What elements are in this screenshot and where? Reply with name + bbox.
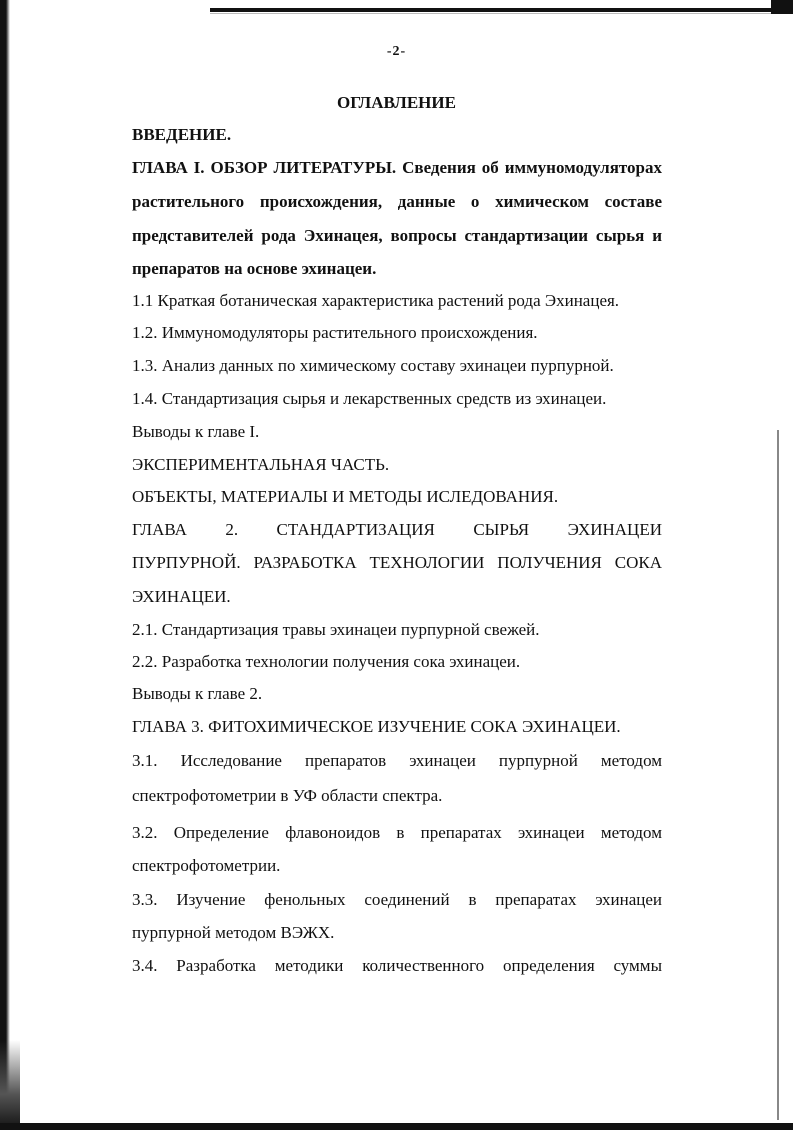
toc-line: 1.1 Краткая ботаническая характеристика растений рода Эхинацея. (132, 291, 620, 310)
toc-heading: ОГЛАВЛЕНИЕ (337, 93, 456, 112)
toc-line: ВВЕДЕНИЕ. (132, 125, 232, 144)
toc-line: спектрофотометрии. (132, 856, 281, 875)
scan-edge-left-fade (0, 1040, 20, 1130)
toc-line: растительного происхождения, данные о химическом составе (132, 192, 662, 211)
toc-line: 3.4. Разработка методики количественного определения суммы (132, 956, 662, 975)
toc-line: 3.3. Изучение фенольных соединений в препаратах эхинацеи (132, 890, 662, 909)
toc-line: ЭХИНАЦЕИ. (132, 587, 231, 606)
scan-edge-top-shadow (210, 13, 793, 14)
toc-line: ГЛАВА 3. ФИТОХИМИЧЕСКОЕ ИЗУЧЕНИЕ СОКА ЭХИНАЦЕИ. (132, 717, 621, 736)
scan-edge-right (777, 430, 779, 1120)
scan-edge-top (210, 8, 793, 12)
scan-edge-bottom (0, 1123, 793, 1130)
toc-line: 1.4. Стандартизация сырья и лекарственных средств из эхинацеи. (132, 389, 607, 408)
toc-line: ПУРПУРНОЙ. РАЗРАБОТКА ТЕХНОЛОГИИ ПОЛУЧЕНИЯ СОКА (132, 553, 662, 572)
toc-line: 2.2. Разработка технологии получения сока эхинацеи. (132, 652, 521, 671)
toc-line: пурпурной методом ВЭЖХ. (132, 923, 335, 942)
toc-line: 1.3. Анализ данных по химическому составу эхинацеи пурпурной. (132, 356, 614, 375)
toc-line: Выводы к главе 2. (132, 684, 263, 703)
scan-edge-corner (771, 0, 793, 14)
toc-line: ГЛАВА 2. СТАНДАРТИЗАЦИЯ СЫРЬЯ ЭХИНАЦЕИ (132, 520, 662, 539)
toc-line: препаратов на основе эхинацеи. (132, 259, 377, 278)
toc-line: спектрофотометрии в УФ области спектра. (132, 786, 443, 805)
toc-line: ГЛАВА I. ОБЗОР ЛИТЕРАТУРЫ. Сведения об иммуномодуляторах (132, 158, 662, 177)
toc-line: 3.2. Определение флавоноидов в препаратах эхинацеи методом (132, 823, 662, 842)
toc-line: 3.1. Исследование препаратов эхинацеи пурпурной методом (132, 751, 662, 770)
toc-line: 1.2. Иммуномодуляторы растительного происхождения. (132, 323, 538, 342)
page-number: -2- (386, 44, 407, 59)
toc-line: Выводы к главе I. (132, 422, 260, 441)
scan-edge-left (0, 0, 10, 1130)
toc-line: представителей рода Эхинацея, вопросы стандартизации сырья и (132, 226, 662, 245)
toc-line: ОБЪЕКТЫ, МАТЕРИАЛЫ И МЕТОДЫ ИСЛЕДОВАНИЯ. (132, 487, 559, 506)
toc-line: ЭКСПЕРИМЕНТАЛЬНАЯ ЧАСТЬ. (132, 455, 390, 474)
toc-line: 2.1. Стандартизация травы эхинацеи пурпурной свежей. (132, 620, 540, 639)
